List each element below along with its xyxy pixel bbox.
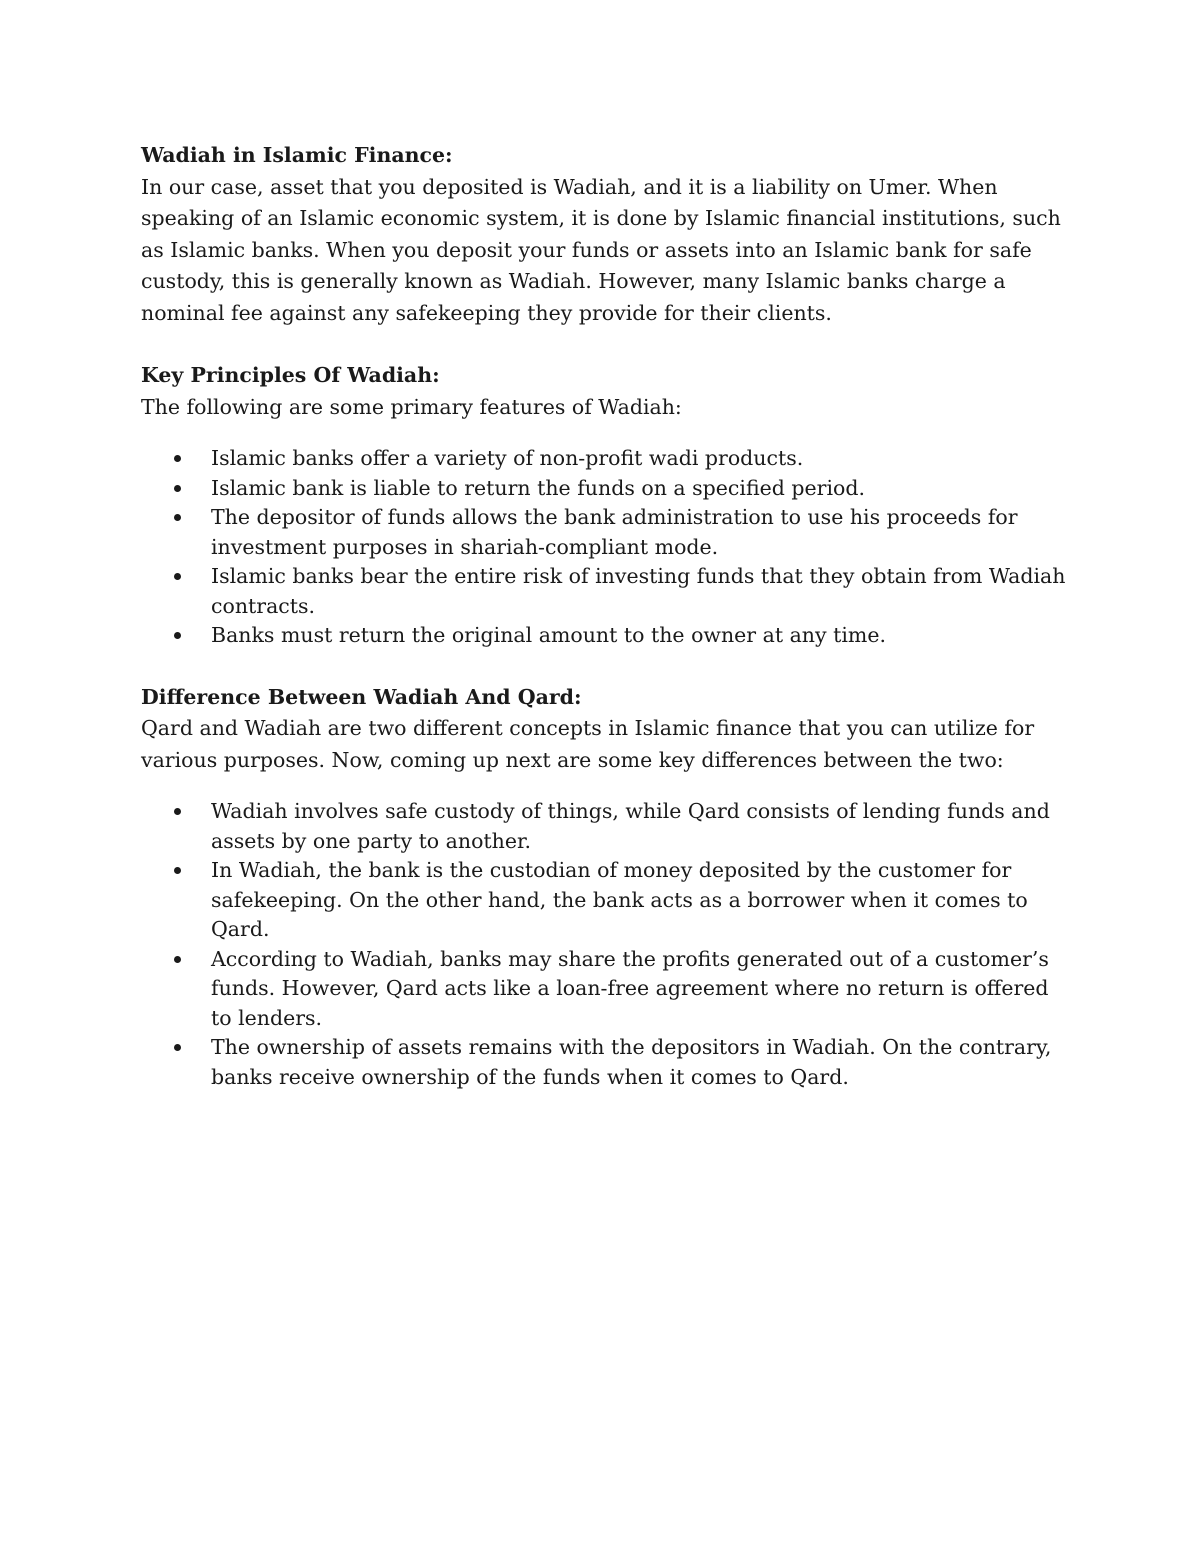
- section-difference-wadiah-qard: [141, 682, 1066, 1093]
- bullet-icon: [174, 455, 181, 462]
- bullet-icon: [174, 573, 181, 580]
- list-item: [141, 945, 1066, 1034]
- bullet-icon: [174, 514, 181, 521]
- section-spacer: [141, 651, 1066, 682]
- list-item-text: Wadiah involves safe custody of things, while Qard consists of lending funds and assets by one party to another.: [211, 799, 1050, 853]
- section-key-principles: [141, 360, 1066, 651]
- list-item-text: Islamic bank is liable to return the funds on a specified period.: [211, 475, 866, 500]
- bullet-list: [141, 797, 1066, 1092]
- section-paragraph: The following are some primary features of Wadiah:: [141, 394, 682, 419]
- section-spacer: [141, 329, 1066, 360]
- list-item: [141, 444, 1066, 474]
- bullet-icon: [174, 485, 181, 492]
- bullet-icon: [174, 808, 181, 815]
- bullet-icon: [174, 632, 181, 639]
- list-item: [141, 621, 1066, 651]
- list-item-text: Islamic banks bear the entire risk of investing funds that they obtain from Wadiah contracts.: [211, 564, 1066, 618]
- section-paragraph: In our case, asset that you deposited is Wadiah, and it is a liability on Umer. When speaking of an Islamic economic system, it is done by Islamic financial institutions, such as Islamic banks. When you deposit your funds or assets into an Islamic bank for safe custody, this is generally known as Wadiah. However, many Islamic banks charge a nominal fee against any safekeeping they provide for their clients.: [141, 174, 1061, 325]
- list-item-text: The depositor of funds allows the bank administration to use his proceeds for investment purposes in shariah-compliant mode.: [211, 505, 1018, 559]
- list-item-text: Banks must return the original amount to the owner at any time.: [211, 623, 886, 647]
- list-item: [141, 474, 1066, 504]
- document-page: [141, 140, 1066, 1092]
- section-heading: Wadiah in Islamic Finance:: [141, 143, 453, 167]
- bullet-icon: [174, 867, 181, 874]
- bullet-list: [141, 444, 1066, 651]
- list-item-text: In Wadiah, the bank is the custodian of money deposited by the customer for safekeeping. On the other hand, the bank acts as a borrower when it comes to Qard.: [211, 858, 1028, 941]
- section-paragraph: Qard and Wadiah are two different concepts in Islamic finance that you can utilize for various purposes. Now, coming up next are some key differences between the two:: [141, 716, 1035, 772]
- list-item: [141, 1033, 1066, 1092]
- section-heading: Difference Between Wadiah And Qard:: [141, 684, 582, 709]
- section-wadiah-islamic-finance: [141, 140, 1066, 329]
- list-item: [141, 856, 1066, 945]
- bullet-icon: [174, 956, 181, 963]
- list-item: [141, 562, 1066, 621]
- list-item-text: Islamic banks offer a variety of non-profit wadi products.: [211, 446, 804, 470]
- list-item: [141, 797, 1066, 856]
- list-item-text: According to Wadiah, banks may share the profits generated out of a customer’s funds. However, Qard acts like a loan-free agreement where no return is offered to lenders.: [211, 946, 1049, 1030]
- list-item-text: The ownership of assets remains with the depositors in Wadiah. On the contrary, banks receive ownership of the funds when it comes to Qard.: [211, 1035, 1052, 1089]
- bullet-icon: [174, 1044, 181, 1051]
- list-item: [141, 503, 1066, 562]
- section-heading: Key Principles Of Wadiah:: [141, 363, 440, 387]
